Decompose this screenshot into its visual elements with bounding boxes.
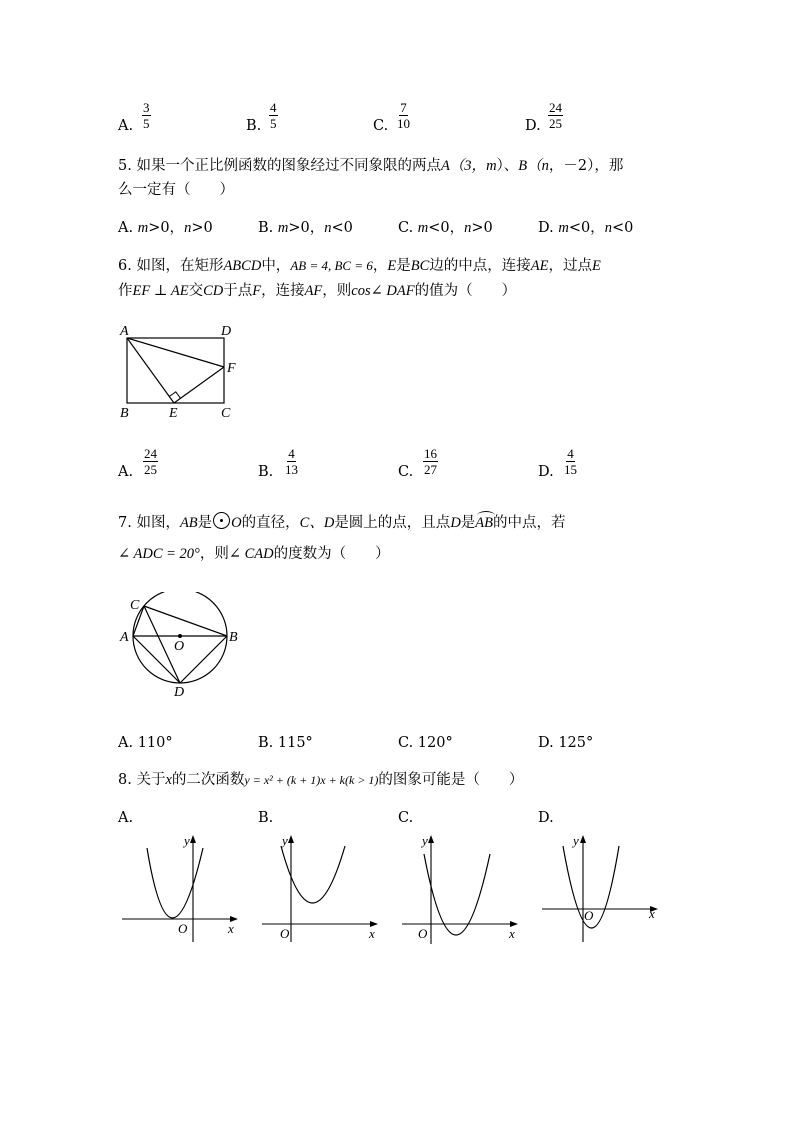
- q6-segment-ef: [174, 367, 224, 403]
- y-label: y: [573, 833, 579, 848]
- q4-option-b-label: B.: [246, 118, 262, 134]
- q8-option-c-label: C.: [398, 810, 414, 826]
- q7-label-b: B: [229, 630, 238, 645]
- y-label: y: [184, 833, 190, 848]
- circle-o-symbol: [213, 512, 230, 529]
- x-label: x: [509, 926, 515, 941]
- q4-option-c-label: C.: [373, 118, 389, 134]
- q7-option-b: B. 115°: [258, 735, 313, 751]
- y-label: y: [282, 833, 288, 848]
- q6-right-angle-mark: [169, 392, 180, 399]
- q5-option-c: C. m<0，n>0: [398, 220, 493, 236]
- q5-question-line1: 5. 如果一个正比例函数的图象经过不同象限的两点A（3，m）、B（n，－2），那: [118, 158, 624, 174]
- q7-option-a: A. 110°: [118, 735, 173, 751]
- q6-option-c-label: C.: [398, 464, 414, 480]
- q4-option-a-fraction: $\frac{3}{5}$: [143, 100, 150, 131]
- q6-label-d: D: [221, 324, 232, 339]
- y-label: y: [422, 833, 428, 848]
- q8-graph-c: [398, 832, 526, 948]
- q6-option-d-label: D.: [538, 464, 554, 480]
- q4-option-b-fraction: $\frac{4}{5}$: [270, 100, 277, 131]
- q7-label-a: A: [120, 630, 129, 645]
- q7-question-line1: 7. 如图，AB是 O的直径，C、D是圆上的点，且点D是 AB的中点，若: [118, 512, 566, 533]
- q6-label-f: F: [227, 361, 236, 376]
- y-axis-arrow: [190, 835, 196, 843]
- origin-label: O: [584, 908, 594, 923]
- q6-label-e: E: [169, 406, 178, 421]
- parabola: [424, 854, 490, 935]
- q7-center-dot: [178, 634, 182, 638]
- q5-question-line2: 么一定有（ ）: [118, 182, 234, 198]
- q8-option-a-label: A.: [118, 810, 134, 826]
- q4-option-c-fraction: $\frac{7}{10}$: [397, 100, 410, 131]
- x-label: x: [228, 921, 234, 936]
- q7-option-d: D. 125°: [538, 735, 594, 751]
- q7-question-line2: ∠ ADC = 20°，则∠ CAD的度数为（ ）: [118, 546, 390, 562]
- q6-question-line2: 作EF ⊥ AE交CD于点F，连接AF，则cos∠ DAF的值为（ ）: [118, 283, 517, 299]
- q6-segment-ae: [127, 338, 174, 403]
- q8-question: 8. 关于x的二次函数y = x² + (k + 1)x + k(k > 1)的图象可能是（ ）: [118, 772, 524, 788]
- q7-option-c: C. 120°: [398, 735, 453, 751]
- y-axis-arrow: [580, 835, 586, 843]
- origin-label: O: [280, 926, 290, 941]
- q8-graph-d: [538, 832, 666, 948]
- origin-label: O: [178, 921, 188, 936]
- q7-label-d: D: [174, 685, 185, 700]
- q5-option-d: D. m<0，n<0: [538, 220, 634, 236]
- q8-graph-b: [258, 832, 386, 948]
- arc-ab: AB: [475, 515, 493, 531]
- q8-graph-a: [118, 832, 246, 948]
- x-label: x: [649, 906, 655, 921]
- q7-circle-figure: [112, 592, 252, 700]
- q6-option-a-fraction: $\frac{24}{25}$: [144, 446, 157, 477]
- q6-rect-abcd: [127, 338, 224, 403]
- q6-label-c: C: [221, 406, 231, 421]
- origin-label: O: [418, 926, 428, 941]
- q7-segment-bd: [180, 636, 227, 683]
- q8-option-d-label: D.: [538, 810, 554, 826]
- q6-question-line1: 6. 如图，在矩形ABCD中，AB = 4, BC = 6，E是BC边的中点，连接AE，过点E: [118, 258, 601, 274]
- q4-option-d-fraction: $\frac{24}{25}$: [549, 100, 562, 131]
- q4-option-a-label: A.: [118, 118, 134, 134]
- q8-option-b-label: B.: [258, 810, 274, 826]
- q6-option-b-label: B.: [258, 464, 274, 480]
- q7-label-o: O: [174, 639, 185, 654]
- q6-label-b: B: [120, 406, 129, 421]
- x-label: x: [369, 926, 375, 941]
- q5-option-a: A. m>0，n>0: [118, 220, 213, 236]
- q6-option-d-fraction: $\frac{4}{15}$: [564, 446, 577, 477]
- q7-label-c: C: [130, 598, 140, 613]
- y-axis-arrow: [288, 835, 294, 843]
- parabola: [147, 848, 203, 918]
- q6-option-a-label: A.: [118, 464, 134, 480]
- q6-segment-af: [127, 338, 224, 367]
- q5-option-b: B. m>0，n<0: [258, 220, 353, 236]
- q6-option-c-fraction: $\frac{16}{27}$: [424, 446, 437, 477]
- q4-option-d-label: D.: [525, 118, 541, 134]
- q6-rectangle-figure: [110, 318, 250, 422]
- y-axis-arrow: [428, 835, 434, 843]
- q6-option-b-fraction: $\frac{4}{13}$: [285, 446, 298, 477]
- q6-label-a: A: [120, 324, 129, 339]
- q7-segment-ad: [133, 636, 180, 683]
